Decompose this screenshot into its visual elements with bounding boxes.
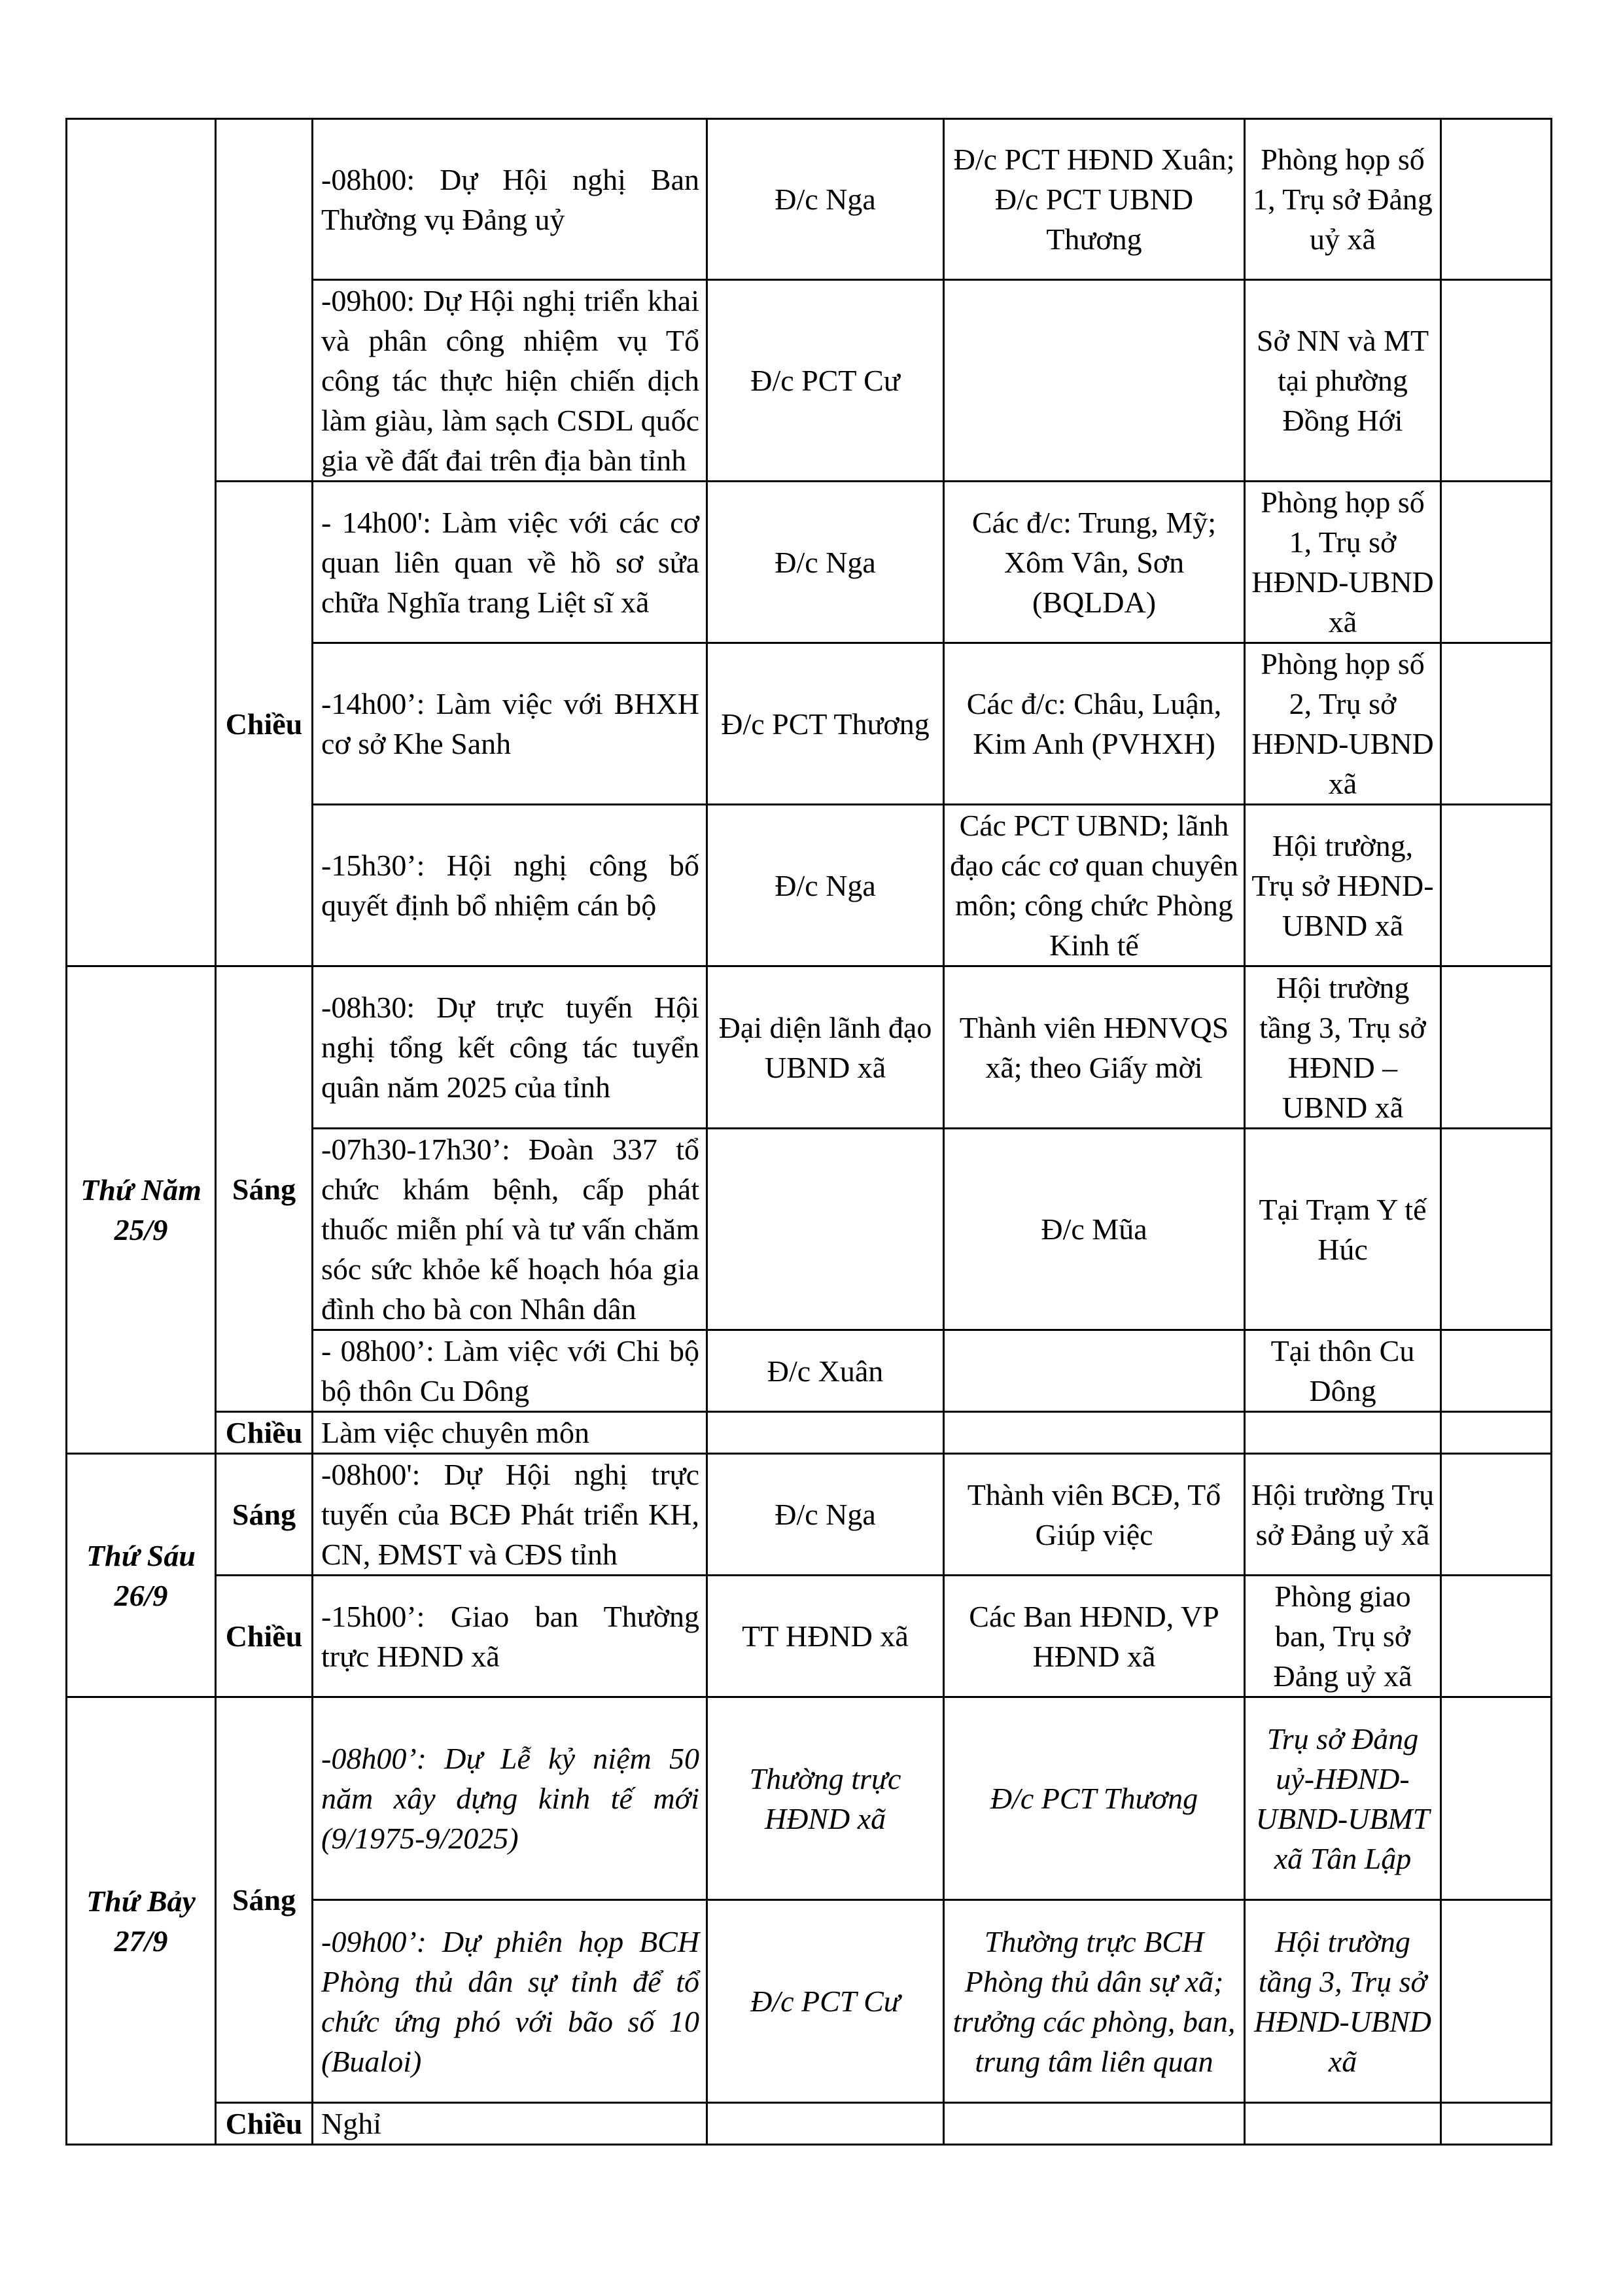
note-cell [1441, 1412, 1552, 1454]
participants-cell [944, 1697, 1245, 1900]
note-cell [1441, 482, 1552, 643]
participants-cell [944, 1412, 1245, 1454]
participants-line: Các Ban HĐND, VP HĐND xã [969, 1599, 1219, 1673]
participants-cell [944, 1330, 1245, 1412]
lead-cell: Đ/c PCT Cư [707, 280, 944, 482]
lead-cell: Đ/c Nga [707, 805, 944, 966]
day-cell: Thứ Bảy 27/9 [67, 1697, 216, 2145]
participants-cell [944, 966, 1245, 1129]
location-cell: Phòng họp số 1, Trụ sở HĐND-UBND xã [1245, 482, 1441, 643]
participants-cell [944, 2103, 1245, 2145]
note-cell [1441, 2103, 1552, 2145]
content-cell: -08h00’: Dự Lễ kỷ niệm 50 năm xây dựng kinh tế mới (9/1975-9/2025) [313, 1697, 707, 1900]
content-cell: - 14h00': Làm việc với các cơ quan liên quan về hồ sơ sửa chữa Nghĩa trang Liệt sĩ xã [313, 482, 707, 643]
session-cell: Sáng [216, 1454, 313, 1576]
table-row [67, 2103, 1552, 2145]
session-cell: Chiều [216, 482, 313, 966]
lead-cell: TT HĐND xã [707, 1576, 944, 1697]
table-row [67, 1412, 1552, 1454]
note-cell [1441, 280, 1552, 482]
location-cell: Tại thôn Cu Dông [1245, 1330, 1441, 1412]
lead-cell: Đ/c PCT Thương [707, 643, 944, 805]
note-cell [1441, 1454, 1552, 1576]
lead-cell: Đ/c Nga [707, 119, 944, 280]
session-cell: Chiều [216, 2103, 313, 2145]
day-cell: Thứ Sáu 26/9 [67, 1454, 216, 1697]
participants-line: Thường trực BCH Phòng thủ dân sự xã; trưởng các phòng, ban, trung tâm liên quan [952, 1924, 1236, 2078]
participants-line: Đ/c PCT HĐND Xuân; [953, 143, 1235, 176]
session-cell: Chiều [216, 1412, 313, 1454]
day-cell: Thứ Năm 25/9 [67, 966, 216, 1454]
lead-cell: Thường trực HĐND xã [707, 1697, 944, 1900]
lead-cell: Đ/c Nga [707, 1454, 944, 1576]
location-cell: Tại Trạm Y tế Húc [1245, 1129, 1441, 1330]
note-cell [1441, 1576, 1552, 1697]
location-cell [1245, 1412, 1441, 1454]
location-cell: Hội trường tầng 3, Trụ sở HĐND-UBND xã [1245, 1900, 1441, 2103]
location-cell: Trụ sở Đảng uỷ-HĐND-UBND-UBMT xã Tân Lập [1245, 1697, 1441, 1900]
note-cell [1441, 805, 1552, 966]
participants-line: Các PCT UBND; lãnh đạo các cơ quan chuyên môn; công chức Phòng Kinh tế [950, 809, 1238, 962]
table-row [67, 1576, 1552, 1697]
content-cell: -09h00: Dự Hội nghị triển khai và phân công nhiệm vụ Tổ công tác thực hiện chiến dịch làm giàu, làm sạch CSDL quốc gia về đất đai trên địa bàn tỉnh [313, 280, 707, 482]
session-cell: Sáng [216, 966, 313, 1412]
table-row [67, 1697, 1552, 1900]
note-cell [1441, 1129, 1552, 1330]
location-cell: Hội trường Trụ sở Đảng uỷ xã [1245, 1454, 1441, 1576]
content-cell: -08h30: Dự trực tuyến Hội nghị tổng kết công tác tuyển quân năm 2025 của tỉnh [313, 966, 707, 1129]
location-cell [1245, 2103, 1441, 2145]
content-cell: -07h30-17h30’: Đoàn 337 tổ chức khám bệnh, cấp phát thuốc miễn phí và tư vấn chăm sóc sức khỏe kế hoạch hóa gia đình cho bà con Nhân dân [313, 1129, 707, 1330]
participants-line: Đ/c PCT UBND Thương [994, 183, 1194, 256]
content-cell: -14h00’: Làm việc với BHXH cơ sở Khe Sanh [313, 643, 707, 805]
participants-line: Đ/c PCT Thương [990, 1782, 1198, 1815]
lead-cell: Đ/c PCT Cư [707, 1900, 944, 2103]
participants-line: Thành viên HĐNVQS xã; theo Giấy mời [959, 1010, 1229, 1084]
participants-line: Đ/c Mũa [1041, 1212, 1147, 1246]
table-row [67, 1454, 1552, 1576]
table-row [67, 119, 1552, 280]
location-cell: Phòng giao ban, Trụ sở Đảng uỷ xã [1245, 1576, 1441, 1697]
note-cell [1441, 643, 1552, 805]
content-cell: -15h30’: Hội nghị công bố quyết định bổ nhiệm cán bộ [313, 805, 707, 966]
session-cell: Chiều [216, 1576, 313, 1697]
lead-cell [707, 1129, 944, 1330]
participants-line: Thành viên BCĐ, Tổ Giúp việc [967, 1477, 1221, 1551]
participants-cell [944, 1900, 1245, 2103]
content-cell: -15h00’: Giao ban Thường trực HĐND xã [313, 1576, 707, 1697]
content-cell: -09h00’: Dự phiên họp BCH Phòng thủ dân sự tỉnh để tổ chức ứng phó với bão số 10 (Bualoi) [313, 1900, 707, 2103]
content-cell: Nghỉ [313, 2103, 707, 2145]
note-cell [1441, 119, 1552, 280]
note-cell [1441, 1330, 1552, 1412]
location-cell: Phòng họp số 2, Trụ sở HĐND-UBND xã [1245, 643, 1441, 805]
session-cell: Sáng [216, 1697, 313, 2103]
content-cell: - 08h00’: Làm việc với Chi bộ bộ thôn Cu Dông [313, 1330, 707, 1412]
table-row [67, 482, 1552, 643]
participants-cell [944, 643, 1245, 805]
participants-cell [944, 482, 1245, 643]
participants-cell [944, 1454, 1245, 1576]
schedule-table [65, 118, 1552, 2146]
participants-line: Các đ/c: Trung, Mỹ; Xôm Vân, Sơn (BQLDA) [971, 505, 1217, 619]
content-cell: -08h00': Dự Hội nghị trực tuyến của BCĐ Phát triển KH, CN, ĐMST và CĐS tỉnh [313, 1454, 707, 1576]
location-cell: Hội trường, Trụ sở HĐND-UBND xã [1245, 805, 1441, 966]
participants-line: Các đ/c: Châu, Luận, Kim Anh (PVHXH) [966, 687, 1222, 760]
location-cell: Sở NN và MT tại phường Đồng Hới [1245, 280, 1441, 482]
table-row [67, 966, 1552, 1129]
schedule-sheet [65, 118, 1552, 2146]
note-cell [1441, 966, 1552, 1129]
lead-cell [707, 2103, 944, 2145]
participants-cell [944, 119, 1245, 280]
lead-cell: Đại diện lãnh đạo UBND xã [707, 966, 944, 1129]
lead-cell [707, 1412, 944, 1454]
day-cell [67, 119, 216, 966]
session-cell [216, 119, 313, 482]
participants-cell [944, 1129, 1245, 1330]
content-cell: Làm việc chuyên môn [313, 1412, 707, 1454]
participants-cell [944, 280, 1245, 482]
participants-cell [944, 805, 1245, 966]
location-cell: Hội trường tầng 3, Trụ sở HĐND – UBND xã [1245, 966, 1441, 1129]
participants-cell [944, 1576, 1245, 1697]
location-cell: Phòng họp số 1, Trụ sở Đảng uỷ xã [1245, 119, 1441, 280]
note-cell [1441, 1900, 1552, 2103]
lead-cell: Đ/c Nga [707, 482, 944, 643]
lead-cell: Đ/c Xuân [707, 1330, 944, 1412]
content-cell: -08h00: Dự Hội nghị Ban Thường vụ Đảng uỷ [313, 119, 707, 280]
note-cell [1441, 1697, 1552, 1900]
